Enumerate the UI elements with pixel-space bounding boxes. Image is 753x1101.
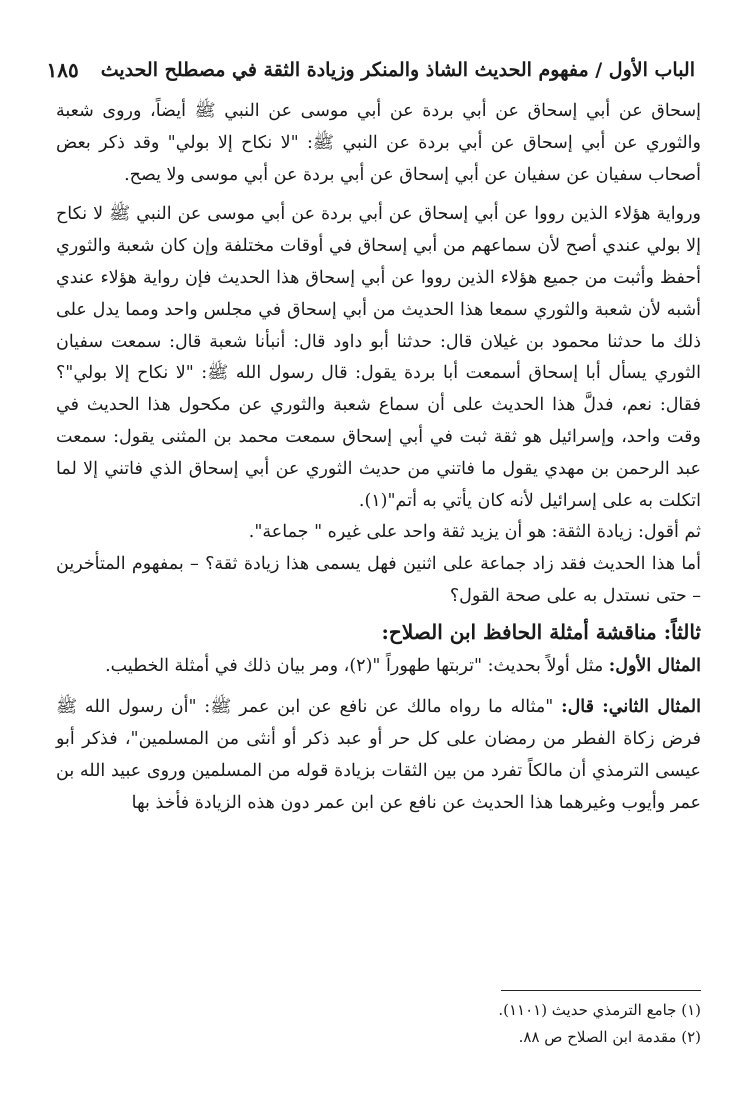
book-page xyxy=(46,40,701,1080)
footnotes xyxy=(56,990,701,1051)
paragraph-3: ثم أقول: زيادة الثقة: هو أن يزيد ثقة واحد على غيره " جماعة". xyxy=(248,522,701,543)
example-2-lead: المثال الثاني: قال: xyxy=(561,697,701,718)
page-number: ١٨٥ xyxy=(46,58,79,82)
footnote-1: (١) جامع الترمذي حديث (١١٠١). xyxy=(498,1001,701,1019)
paragraph-2: ورواية هؤلاء الذين رووا عن أبي إسحاق عن أبي بردة عن أبي موسى عن النبي ﷺ لا نكاح إلا بولي عندي أصح لأن سماعهم من أبي إسحاق في أوقات مختلفة وإن كان شعبة والثوري أحفظ وأثبت من جميع هؤلاء الذين رووا عن أبي إسحاق هذا الحديث فإن رواية هؤلاء عندي أشبه لأن شعبة والثوري سمعا هذا الحديث من أبي إسحاق في مجلس واحد ومما يدل على ذلك ما حدثنا محمود بن غيلان قال: حدثنا أبو داود قال: أنبأنا شعبة قال: سمعت سفيان الثوري يسأل أبا إسحاق أسمعت أبا بردة يقول: قال رسول الله ﷺ: "لا نكاح إلا بولي"؟فقال: نعم، فدلَّ هذا الحديث على أن سماع شعبة والثوري عن مكحول هذا الحديث في وقت واحد، وإسرائيل هو ثقة ثبت في أبي إسحاق سمعت محمد بن المثنى يقول: سمعت عبد الرحمن بن مهدي يقول ما فاتني من حديث الثوري عن أبي إسحاق الذي فاتني إلا لما اتكلت به على إسرائيل لأنه كان يأتي به أتم"(١). xyxy=(56,204,701,511)
example-2-text: "مثاله ما رواه مالك عن نافع عن ابن عمر ﷺ: "أن رسول الله ﷺ فرض زكاة الفطر من رمضان على كل حر أو عبد ذكر أو أنثى من المسلمين"، فذكر أبو عيسى الترمذي أن مالكاً تفرد من بين الثقات بزيادة قوله من المسلمين وروى عبيد الله بن عمر وأيوب وغيرهما هذا الحديث عن نافع عن ابن عمر دون هذه الزيادة فأخذ بها xyxy=(56,697,701,813)
header-title: الباب الأول / مفهوم الحديث الشاذ والمنكر وزيادة الثقة في مصطلح الحديث xyxy=(100,59,695,81)
paragraph-4: أما هذا الحديث فقد زاد جماعة على اثنين فهل يسمى هذا زيادة ثقة؟ – بمفهوم المتأخرين – حتى نستدل به على صحة القول؟ xyxy=(56,554,701,606)
footnote-2: (٢) مقدمة ابن الصلاح ص ٨٨. xyxy=(518,1028,701,1046)
body-text xyxy=(56,96,701,820)
example-1 xyxy=(56,651,701,683)
footnote-divider xyxy=(501,990,701,991)
example-2 xyxy=(56,692,701,819)
section-heading: ثالثاً: مناقشة أمثلة الحافظ ابن الصلاح: xyxy=(381,619,701,644)
example-1-lead: المثال الأول: xyxy=(608,655,701,676)
paragraph-1: إسحاق عن أبي إسحاق عن أبي بردة عن أبي موسى عن النبي ﷺ أيضاً، وروى شعبة والثوري عن أبي إسحاق عن أبي بردة عن النبي ﷺ: "لا نكاح إلا بولي" وقد ذكر بعض أصحاب سفيان عن سفيان عن أبي إسحاق عن أبي بردة عن أبي موسى ولا يصح. xyxy=(56,101,701,185)
example-1-text: مثل أولاً بحديث: "تربتها طهوراً "(٢)، ومر بيان ذلك في أمثلة الخطيب. xyxy=(105,655,609,676)
running-header xyxy=(46,48,701,92)
